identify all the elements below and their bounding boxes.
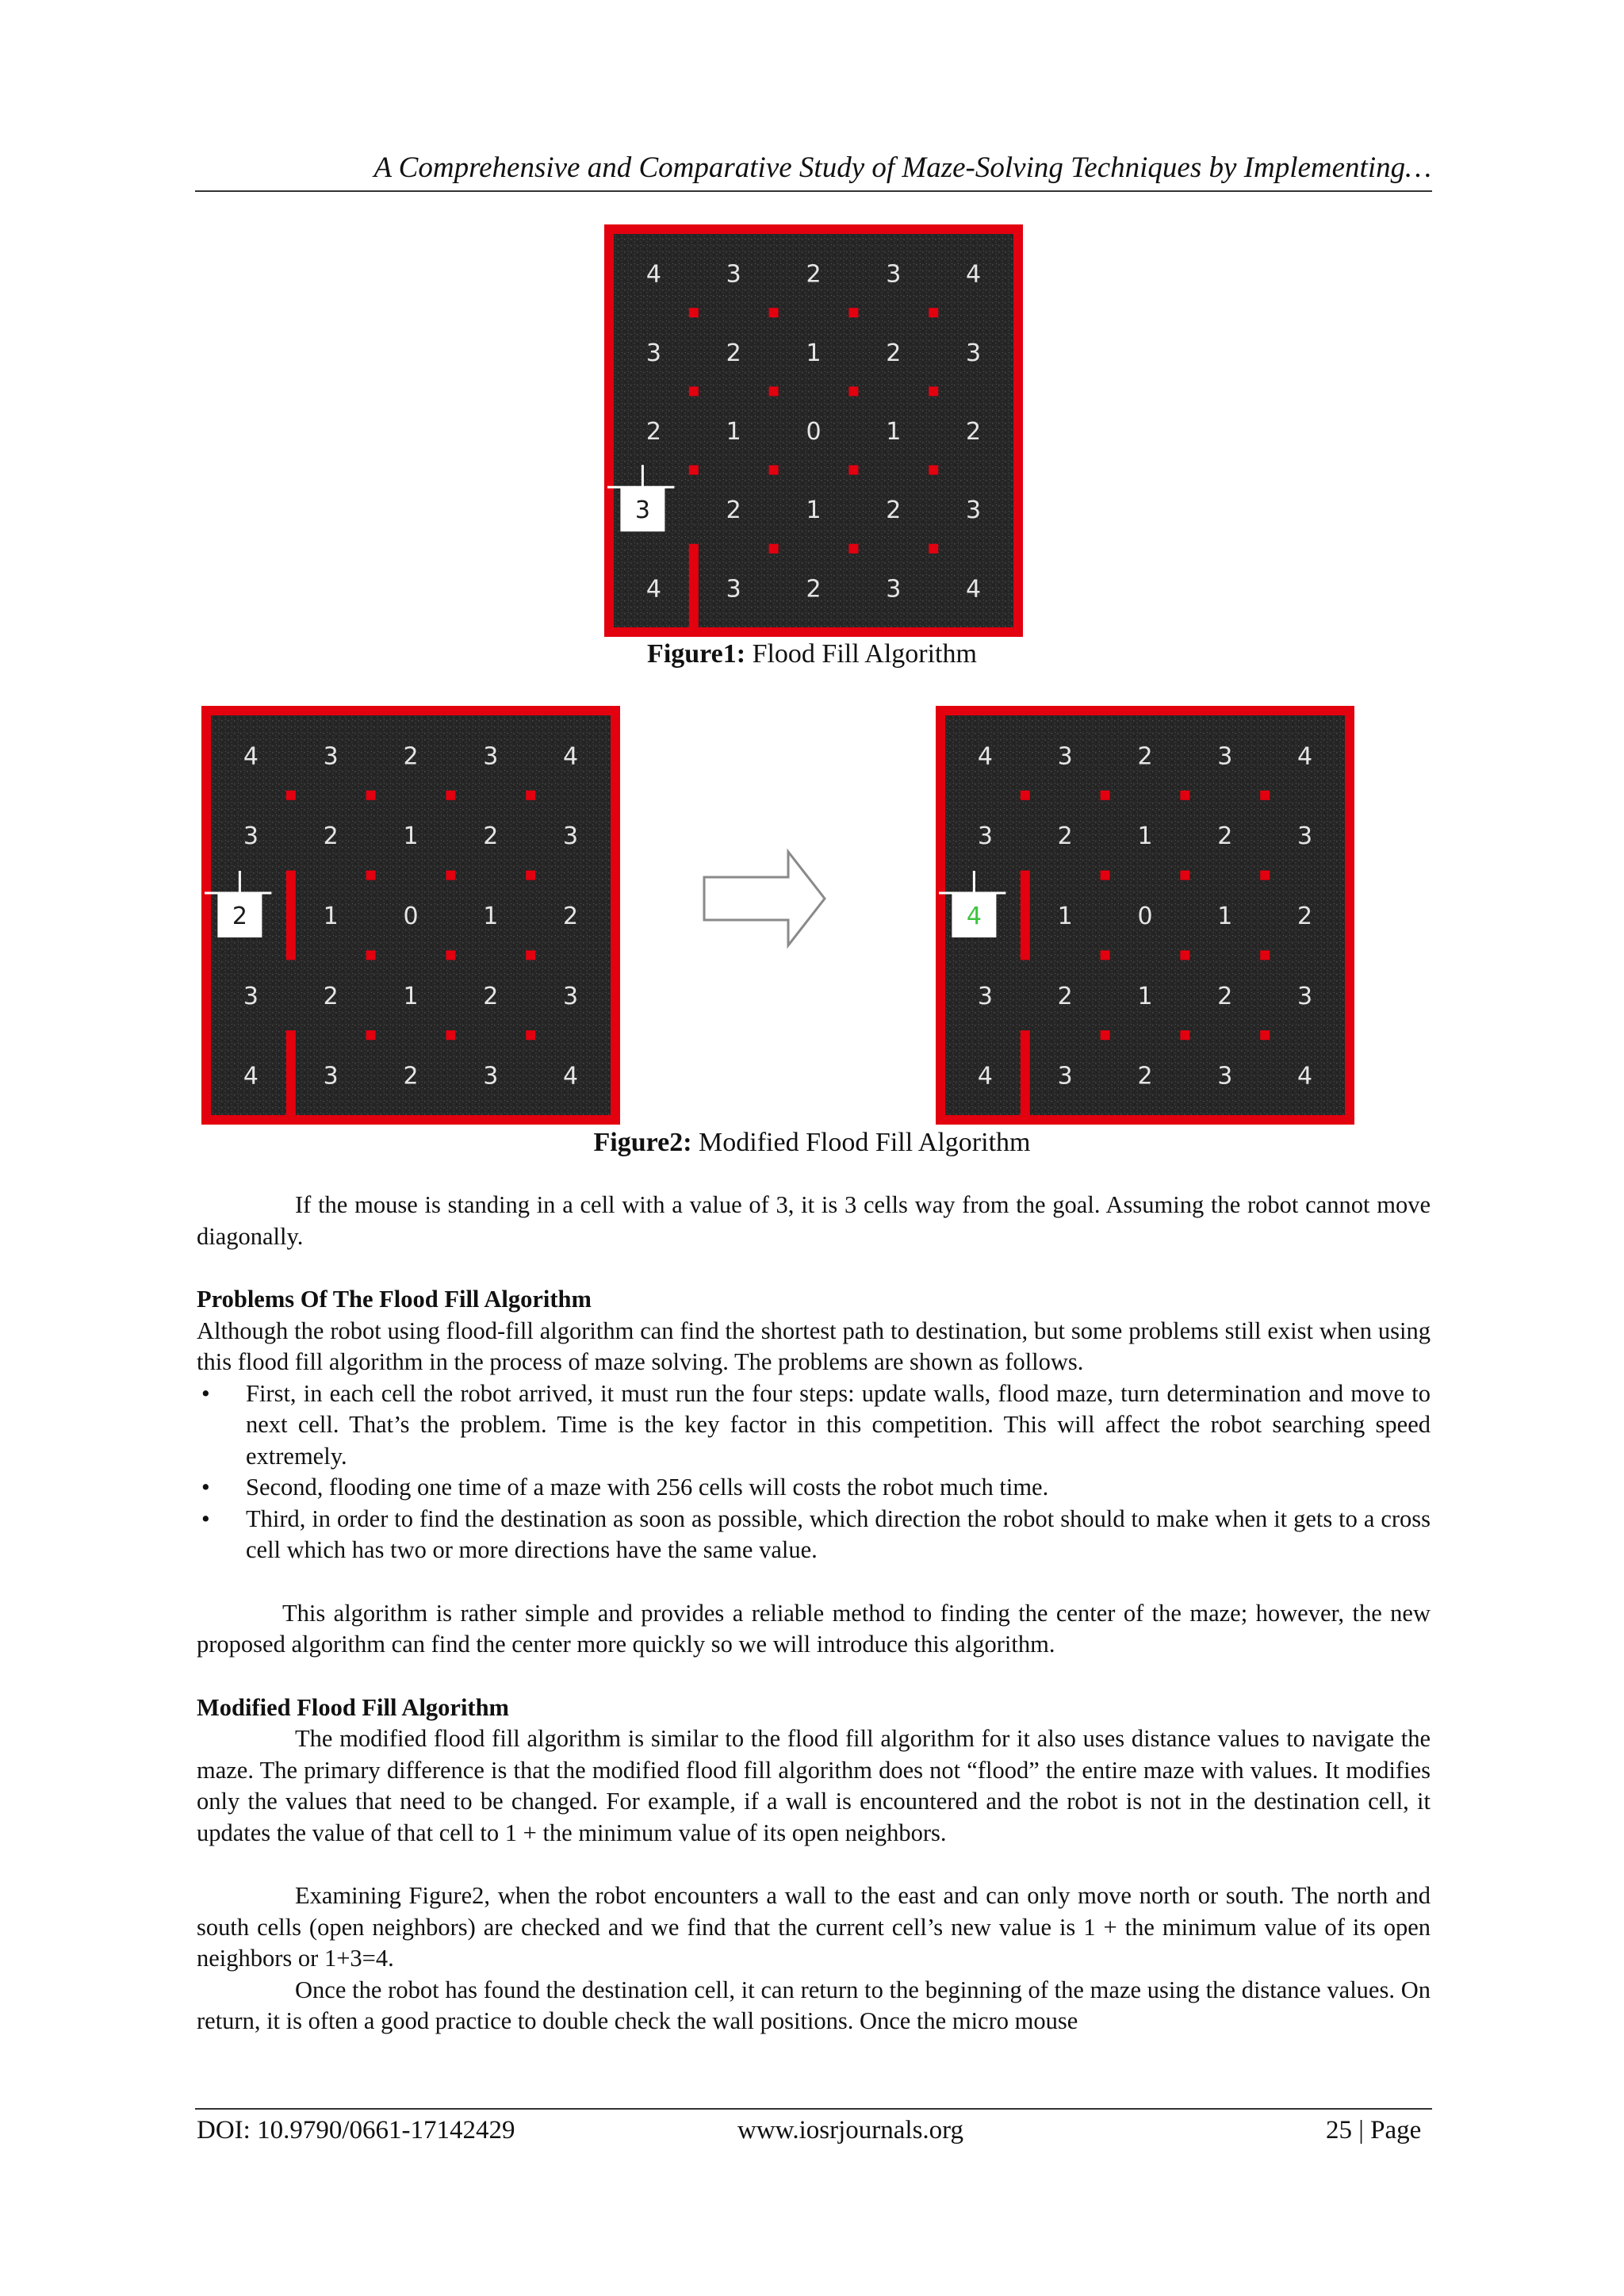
bullet-icon: • xyxy=(201,1474,210,1501)
list-item: • Second, flooding one time of a maze with 256 cells will costs the robot much time. xyxy=(197,1472,1431,1504)
maze-post xyxy=(1260,1030,1270,1040)
maze-cell-value: 3 xyxy=(886,575,902,604)
maze-cell-value: 2 xyxy=(563,903,579,930)
maze-cell-value: 3 xyxy=(1297,822,1313,851)
figure1-maze xyxy=(604,224,1023,637)
maze-post xyxy=(1101,871,1110,880)
maze-post xyxy=(446,791,455,800)
figure2-before-maze-svg xyxy=(201,706,620,1125)
maze-post xyxy=(769,308,779,317)
figure1-caption-text: Flood Fill Algorithm xyxy=(745,639,977,669)
figure2-before-maze xyxy=(201,706,620,1125)
maze-post xyxy=(769,386,779,396)
paragraph-examining-figure2: Examining Figure2, when the robot encounters a wall to the east and can only move north or south. The north and south cells (open neighbors) are checked and we find that the current cell’s new value is 1 + the minimum value of its open neighbors or 1+3=4. xyxy=(197,1882,1431,1972)
figure2-caption xyxy=(0,1128,1624,1158)
maze-cell-value: 2 xyxy=(1137,1062,1153,1091)
maze-cell-value: 1 xyxy=(806,496,822,525)
body-text xyxy=(197,1190,1431,2037)
maze-cell-value: 3 xyxy=(1057,742,1073,771)
figure1-maze-svg xyxy=(604,224,1023,637)
maze-post xyxy=(769,466,779,475)
maze-cell-value: 3 xyxy=(323,742,339,771)
heading-modified: Modified Flood Fill Algorithm xyxy=(197,1693,509,1721)
footer-page: 25 | Page xyxy=(1326,2116,1422,2145)
maze-cell-value: 3 xyxy=(645,339,661,367)
maze-cell-value: 3 xyxy=(977,982,993,1010)
maze-cell-value: 2 xyxy=(966,418,982,446)
maze-cell-value: 2 xyxy=(1057,822,1073,851)
maze-cell-value: 1 xyxy=(483,903,499,930)
maze-cell-value: 1 xyxy=(403,822,419,851)
maze-post xyxy=(1260,950,1270,960)
maze-wall xyxy=(689,549,699,629)
maze-cell-value: 2 xyxy=(1137,742,1153,771)
maze-cell-value: 3 xyxy=(1217,1062,1233,1091)
heading-problems: Problems Of The Flood Fill Algorithm xyxy=(197,1286,592,1313)
maze-cell-value: 3 xyxy=(634,496,650,525)
maze-cell-value: 1 xyxy=(886,418,902,446)
maze-cell-value: 1 xyxy=(1057,903,1073,930)
maze-cell-value: 3 xyxy=(563,822,579,851)
maze-post xyxy=(848,308,858,317)
paragraph-modified-intro: The modified flood fill algorithm is similar to the flood fill algorithm for it also uses distance values to navigate the maze. The primary difference is that the modified flood fill algorithm does not “flood” the entire maze with values. It modifies only the values that need to be changed. For example, if a wall is encountered and the robot is not in the destination cell, it updates the value of that cell to 1 + the minimum value of its open neighbors. xyxy=(197,1725,1431,1846)
maze-cell-value: 0 xyxy=(806,418,822,446)
maze-cell-value: 4 xyxy=(966,260,982,289)
maze-cell-value: 3 xyxy=(726,575,741,604)
maze-post xyxy=(526,871,535,880)
maze-post xyxy=(1180,1030,1189,1040)
maze-cell-value: 3 xyxy=(563,982,579,1010)
bullet-icon: • xyxy=(201,1379,210,1407)
maze-cell-value: 2 xyxy=(1217,982,1233,1010)
maze-cell-value: 3 xyxy=(726,260,741,289)
maze-cell-value: 2 xyxy=(483,822,499,851)
maze-cell-value: 2 xyxy=(1057,982,1073,1010)
maze-cell-value: 2 xyxy=(323,822,339,851)
maze-cell-value: 4 xyxy=(645,575,661,604)
maze-cell-value: 3 xyxy=(483,1062,499,1091)
maze-post xyxy=(1180,791,1189,800)
maze-cell-value: 2 xyxy=(726,496,741,525)
figure2-after-maze-svg xyxy=(936,706,1354,1125)
running-title: A Comprehensive and Comparative Study of Maze-Solving Techniques by Implementing… xyxy=(373,151,1431,184)
maze-cell-value: 3 xyxy=(1297,982,1313,1010)
maze-cell-value: 3 xyxy=(323,1062,339,1091)
maze-wall xyxy=(1021,1035,1030,1117)
maze-cell-value: 3 xyxy=(977,822,993,851)
maze-wall xyxy=(1021,876,1030,957)
maze-cell-value: 4 xyxy=(563,742,579,771)
maze-cell-value: 1 xyxy=(726,418,741,446)
maze-cell-value: 4 xyxy=(1297,742,1313,771)
header-rule xyxy=(195,190,1432,192)
footer-rule xyxy=(195,2108,1432,2110)
maze-post xyxy=(1101,950,1110,960)
maze-post xyxy=(1101,1030,1110,1040)
maze-cell-value: 2 xyxy=(806,260,822,289)
maze-post xyxy=(929,544,938,554)
maze-post xyxy=(689,466,699,475)
footer-doi: DOI: 10.9790/0661-17142429 xyxy=(197,2116,515,2145)
problems-list xyxy=(197,1378,1431,1566)
maze-cell-value: 2 xyxy=(886,496,902,525)
maze-wall xyxy=(286,876,296,957)
maze-post xyxy=(446,950,455,960)
maze-cell-value: 1 xyxy=(403,982,419,1010)
maze-post xyxy=(286,791,296,800)
maze-cell-value: 2 xyxy=(806,575,822,604)
maze-cell-value: 1 xyxy=(1217,903,1233,930)
maze-cell-value: 2 xyxy=(403,1062,419,1091)
maze-cell-value: 4 xyxy=(243,742,259,771)
maze-cell-value: 3 xyxy=(243,822,259,851)
maze-cell-value: 2 xyxy=(403,742,419,771)
maze-post xyxy=(929,386,938,396)
figure2-arrow xyxy=(701,847,828,950)
maze-cell-value: 2 xyxy=(1297,903,1313,930)
maze-post xyxy=(366,950,376,960)
maze-post xyxy=(1260,791,1270,800)
maze-post xyxy=(769,544,779,554)
maze-cell-value: 2 xyxy=(232,903,247,930)
maze-cell-value: 0 xyxy=(1137,903,1153,930)
maze-cell-value: 4 xyxy=(966,903,982,930)
maze-wall xyxy=(286,1035,296,1117)
maze-cell-value: 1 xyxy=(1137,982,1153,1010)
maze-cell-value: 2 xyxy=(323,982,339,1010)
paragraph-return: Once the robot has found the destination cell, it can return to the beginning of the maze using the distance values. On return, it is often a good practice to double check the wall positions. Once the micro mouse xyxy=(197,1976,1431,2034)
maze-cell-value: 3 xyxy=(1057,1062,1073,1091)
maze-post xyxy=(1021,791,1030,800)
bullet-icon: • xyxy=(201,1504,210,1532)
maze-post xyxy=(848,386,858,396)
maze-post xyxy=(526,950,535,960)
maze-cell-value: 0 xyxy=(403,903,419,930)
maze-cell-value: 1 xyxy=(806,339,822,367)
maze-post xyxy=(366,791,376,800)
maze-cell-value: 2 xyxy=(726,339,741,367)
maze-cell-value: 2 xyxy=(645,418,661,446)
maze-post xyxy=(689,386,699,396)
figure2-after-maze xyxy=(936,706,1354,1125)
maze-cell-value: 2 xyxy=(1217,822,1233,851)
maze-cell-value: 1 xyxy=(1137,822,1153,851)
maze-post xyxy=(929,466,938,475)
figure1-caption xyxy=(0,639,1624,669)
right-arrow-icon xyxy=(701,847,828,950)
list-item: • First, in each cell the robot arrived, it must run the four steps: update walls, flood maze, turn determination and move to next cell. That’s the problem. Time is the key factor in this competition. This will affect the robot searching speed extremely. xyxy=(201,1379,1431,1470)
maze-cell-value: 3 xyxy=(886,260,902,289)
maze-post xyxy=(366,871,376,880)
maze-post xyxy=(1260,871,1270,880)
maze-cell-value: 3 xyxy=(966,496,982,525)
maze-post xyxy=(446,871,455,880)
maze-cell-value: 4 xyxy=(977,742,993,771)
maze-cell-value: 4 xyxy=(977,1062,993,1091)
footer-site: www.iosrjournals.org xyxy=(737,2116,964,2145)
maze-post xyxy=(526,791,535,800)
maze-cell-value: 3 xyxy=(243,982,259,1010)
paragraph-algorithm-simple: This algorithm is rather simple and provides a reliable method to finding the center of the maze; however, the new proposed algorithm can find the center more quickly so we will introduce this algorithm. xyxy=(197,1599,1431,1658)
maze-post xyxy=(689,308,699,317)
maze-cell-value: 2 xyxy=(886,339,902,367)
figure2-caption-text: Modified Flood Fill Algorithm xyxy=(691,1128,1031,1157)
maze-post xyxy=(1101,791,1110,800)
list-item: • Third, in order to find the destination as soon as possible, which direction the robot should to make when it gets to a cross cell which has two or more directions have the same value. xyxy=(201,1504,1431,1563)
maze-cell-value: 4 xyxy=(243,1062,259,1091)
paragraph-problems-intro: Although the robot using flood-fill algorithm can find the shortest path to destination, but some problems still exist when using this flood fill algorithm in the process of maze solving. The problems are shown as follows. xyxy=(197,1317,1431,1375)
maze-post xyxy=(929,308,938,317)
maze-cell-value: 3 xyxy=(1217,742,1233,771)
figure2-caption-label: Figure2: xyxy=(593,1128,692,1157)
maze-cell-value: 4 xyxy=(966,575,982,604)
paragraph-mouse-cell: If the mouse is standing in a cell with a value of 3, it is 3 cells way from the goal. Assuming the robot cannot move diagonally. xyxy=(197,1191,1431,1250)
maze-cell-value: 3 xyxy=(966,339,982,367)
maze-post xyxy=(1180,950,1189,960)
maze-cell-value: 1 xyxy=(323,903,339,930)
maze-post xyxy=(526,1030,535,1040)
maze-cell-value: 2 xyxy=(483,982,499,1010)
maze-cell-value: 3 xyxy=(483,742,499,771)
figure1-caption-label: Figure1: xyxy=(647,639,746,669)
maze-cell-value: 4 xyxy=(563,1062,579,1091)
maze-post xyxy=(848,544,858,554)
maze-cell-value: 4 xyxy=(1297,1062,1313,1091)
maze-cell-value: 4 xyxy=(645,260,661,289)
maze-post xyxy=(446,1030,455,1040)
maze-post xyxy=(1180,871,1189,880)
maze-post xyxy=(366,1030,376,1040)
maze-post xyxy=(848,466,858,475)
